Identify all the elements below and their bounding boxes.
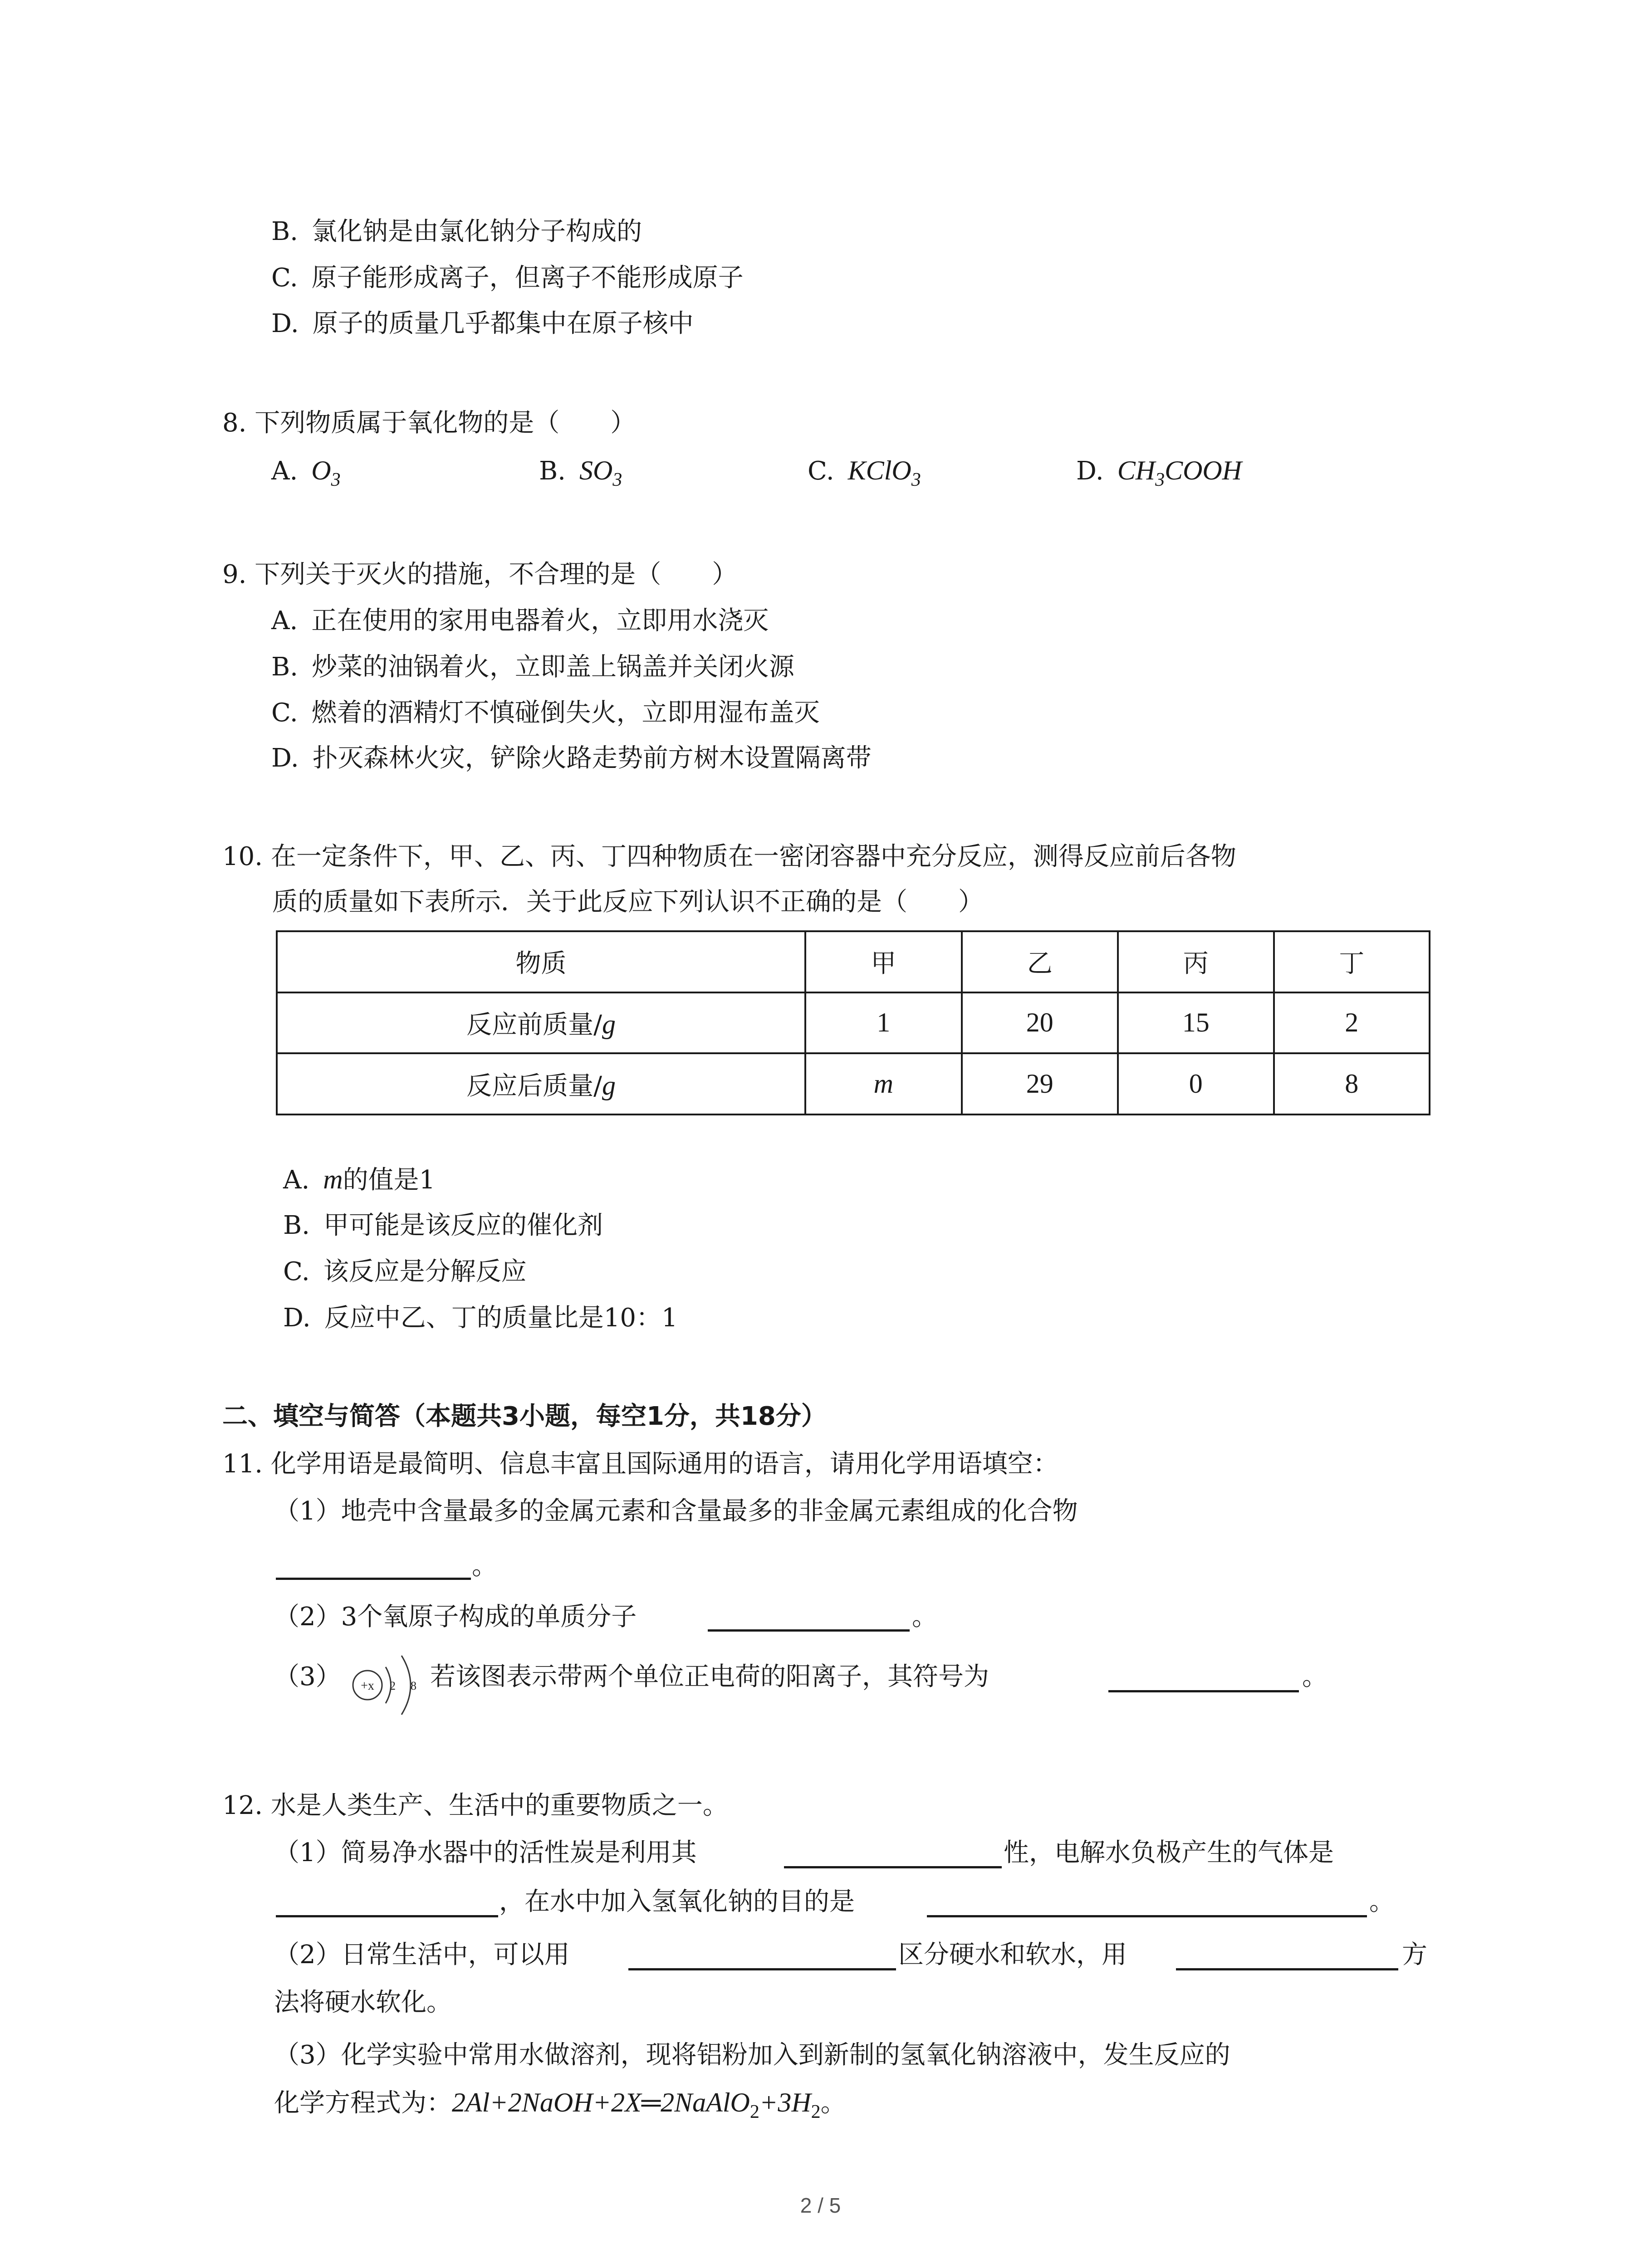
table-header-cell: 乙 (962, 931, 1118, 992)
q12-part1-b: 性，电解水负极产生的气体是 (1004, 1838, 1334, 1867)
answer-blank[interactable] (276, 1915, 498, 1917)
answer-blank[interactable] (1108, 1690, 1299, 1692)
q11-part2-end: 。 (912, 1602, 937, 1632)
table-header-cell: 丁 (1274, 931, 1430, 992)
table-cell: 20 (962, 992, 1118, 1054)
ion-structure-diagram (343, 1644, 433, 1721)
q11-part3-label: （3） (274, 1662, 341, 1691)
q7-option-b: B. 氯化钠是由氯化钠分子构成的 (271, 217, 642, 246)
table-cell: 0 (1118, 1053, 1274, 1114)
q11-part1: （1）地壳中含量最多的金属元素和含量最多的非金属元素组成的化合物 (274, 1496, 1078, 1526)
q8-stem: 8. 下列物质属于氧化物的是（ ） (222, 408, 636, 438)
q10-option-c: C. 该反应是分解反应 (283, 1257, 527, 1286)
q12-part1-c: ，在水中加入氢氧化钠的目的是 (499, 1887, 855, 1916)
shell2-count: 8 (411, 1679, 416, 1692)
q11-stem: 11. 化学用语是最简明、信息丰富且国际通用的语言，请用化学用语填空： (222, 1449, 1058, 1479)
q12-stem: 12. 水是人类生产、生活中的重要物质之一。 (222, 1791, 728, 1820)
q12-part2-c: 方 (1402, 1940, 1427, 1970)
table-header-row (277, 931, 1430, 992)
chemical-equation: $2Al+2NaOH+2X═2NaAlO_2+3H_2$ (452, 2087, 821, 2122)
nucleus-charge: +x (361, 1679, 374, 1693)
q11-part3-text: 若该图表示带两个单位正电荷的阳离子，其符号为 (430, 1662, 989, 1691)
table-row (277, 1053, 1430, 1114)
section-title: 二、填空与简答（本题共3小题，每空1分，共18分） (222, 1402, 827, 1431)
answer-blank[interactable] (784, 1866, 1002, 1868)
q11-part3-end: 。 (1302, 1662, 1327, 1691)
mass-table (276, 930, 1430, 1115)
table-cell: m (805, 1053, 961, 1114)
table-cell: 2 (1274, 992, 1430, 1054)
q8-option-d: D. $CH_3COOH$ (1076, 455, 1242, 490)
shell1-count: 2 (390, 1679, 396, 1692)
answer-blank[interactable] (276, 1578, 471, 1580)
answer-blank[interactable] (708, 1629, 910, 1632)
q8-option-b: B. $SO_3$ (539, 455, 622, 490)
table-header-cell: 物质 (277, 931, 805, 992)
q12-part1-a: （1）简易净水器中的活性炭是利用其 (274, 1838, 697, 1867)
q12-part2-a: （2）日常生活中，可以用 (274, 1940, 570, 1970)
table-row (277, 992, 1430, 1054)
q8-option-c: C. KClO$_3$ (808, 455, 921, 490)
answer-blank[interactable] (1176, 1968, 1398, 1970)
q10-option-a: A. m的值是1 (283, 1164, 436, 1195)
q12-part3-b: 化学方程式为：$2Al+2NaOH+2X═2NaAlO_2+3H_2$。 (274, 2087, 846, 2122)
q11-part2: （2）3个氧原子构成的单质分子 (274, 1602, 637, 1632)
q7-option-c: C. 原子能形成离子，但离子不能形成原子 (271, 263, 744, 293)
q10-option-b: B. 甲可能是该反应的催化剂 (283, 1211, 603, 1240)
answer-blank[interactable] (927, 1915, 1367, 1917)
table-header-cell: 甲 (805, 931, 961, 992)
q9-option-c: C. 燃着的酒精灯不慎碰倒失火，立即用湿布盖灭 (271, 698, 820, 728)
page-number: 2 / 5 (800, 2194, 841, 2217)
table-cell: 8 (1274, 1053, 1430, 1114)
q8-option-a: A. $O_3$ (271, 455, 341, 490)
table-cell: 1 (805, 992, 961, 1054)
q10-stem-line1: 10. 在一定条件下，甲、乙、丙、丁四种物质在一密闭容器中充分反应，测得反应前后各物 (222, 842, 1236, 871)
table-cell: 29 (962, 1053, 1118, 1114)
q10-stem-line2: 质的质量如下表所示．关于此反应下列认识不正确的是（ ） (272, 887, 984, 917)
q11-part1-end: 。 (472, 1551, 497, 1581)
table-row-label: 反应前质量/g (277, 992, 805, 1054)
q12-part1-end: 。 (1369, 1887, 1395, 1916)
table-row-label: 反应后质量/g (277, 1053, 805, 1114)
q12-part3-a: （3）化学实验中常用水做溶剂，现将铝粉加入到新制的氢氧化钠溶液中，发生反应的 (274, 2040, 1230, 2070)
q9-option-b: B. 炒菜的油锅着火，立即盖上锅盖并关闭火源 (271, 652, 794, 682)
q10-option-d: D. 反应中乙、丁的质量比是10：1 (283, 1303, 678, 1333)
q12-part2-d: 法将硬水软化。 (274, 1988, 452, 2017)
q7-option-d: D. 原子的质量几乎都集中在原子核中 (271, 309, 694, 338)
q12-part2-b: 区分硬水和软水，用 (898, 1940, 1127, 1970)
q9-stem: 9. 下列关于灭火的措施，不合理的是（ ） (222, 560, 738, 589)
answer-blank[interactable] (628, 1968, 896, 1970)
q9-option-a: A. 正在使用的家用电器着火，立即用水浇灭 (271, 606, 769, 635)
q9-option-d: D. 扑灭森林火灾，铲除火路走势前方树木设置隔离带 (271, 743, 872, 773)
electron-shell-2-arc (402, 1656, 411, 1715)
table-header-cell: 丙 (1118, 931, 1274, 992)
table-cell: 15 (1118, 992, 1274, 1054)
